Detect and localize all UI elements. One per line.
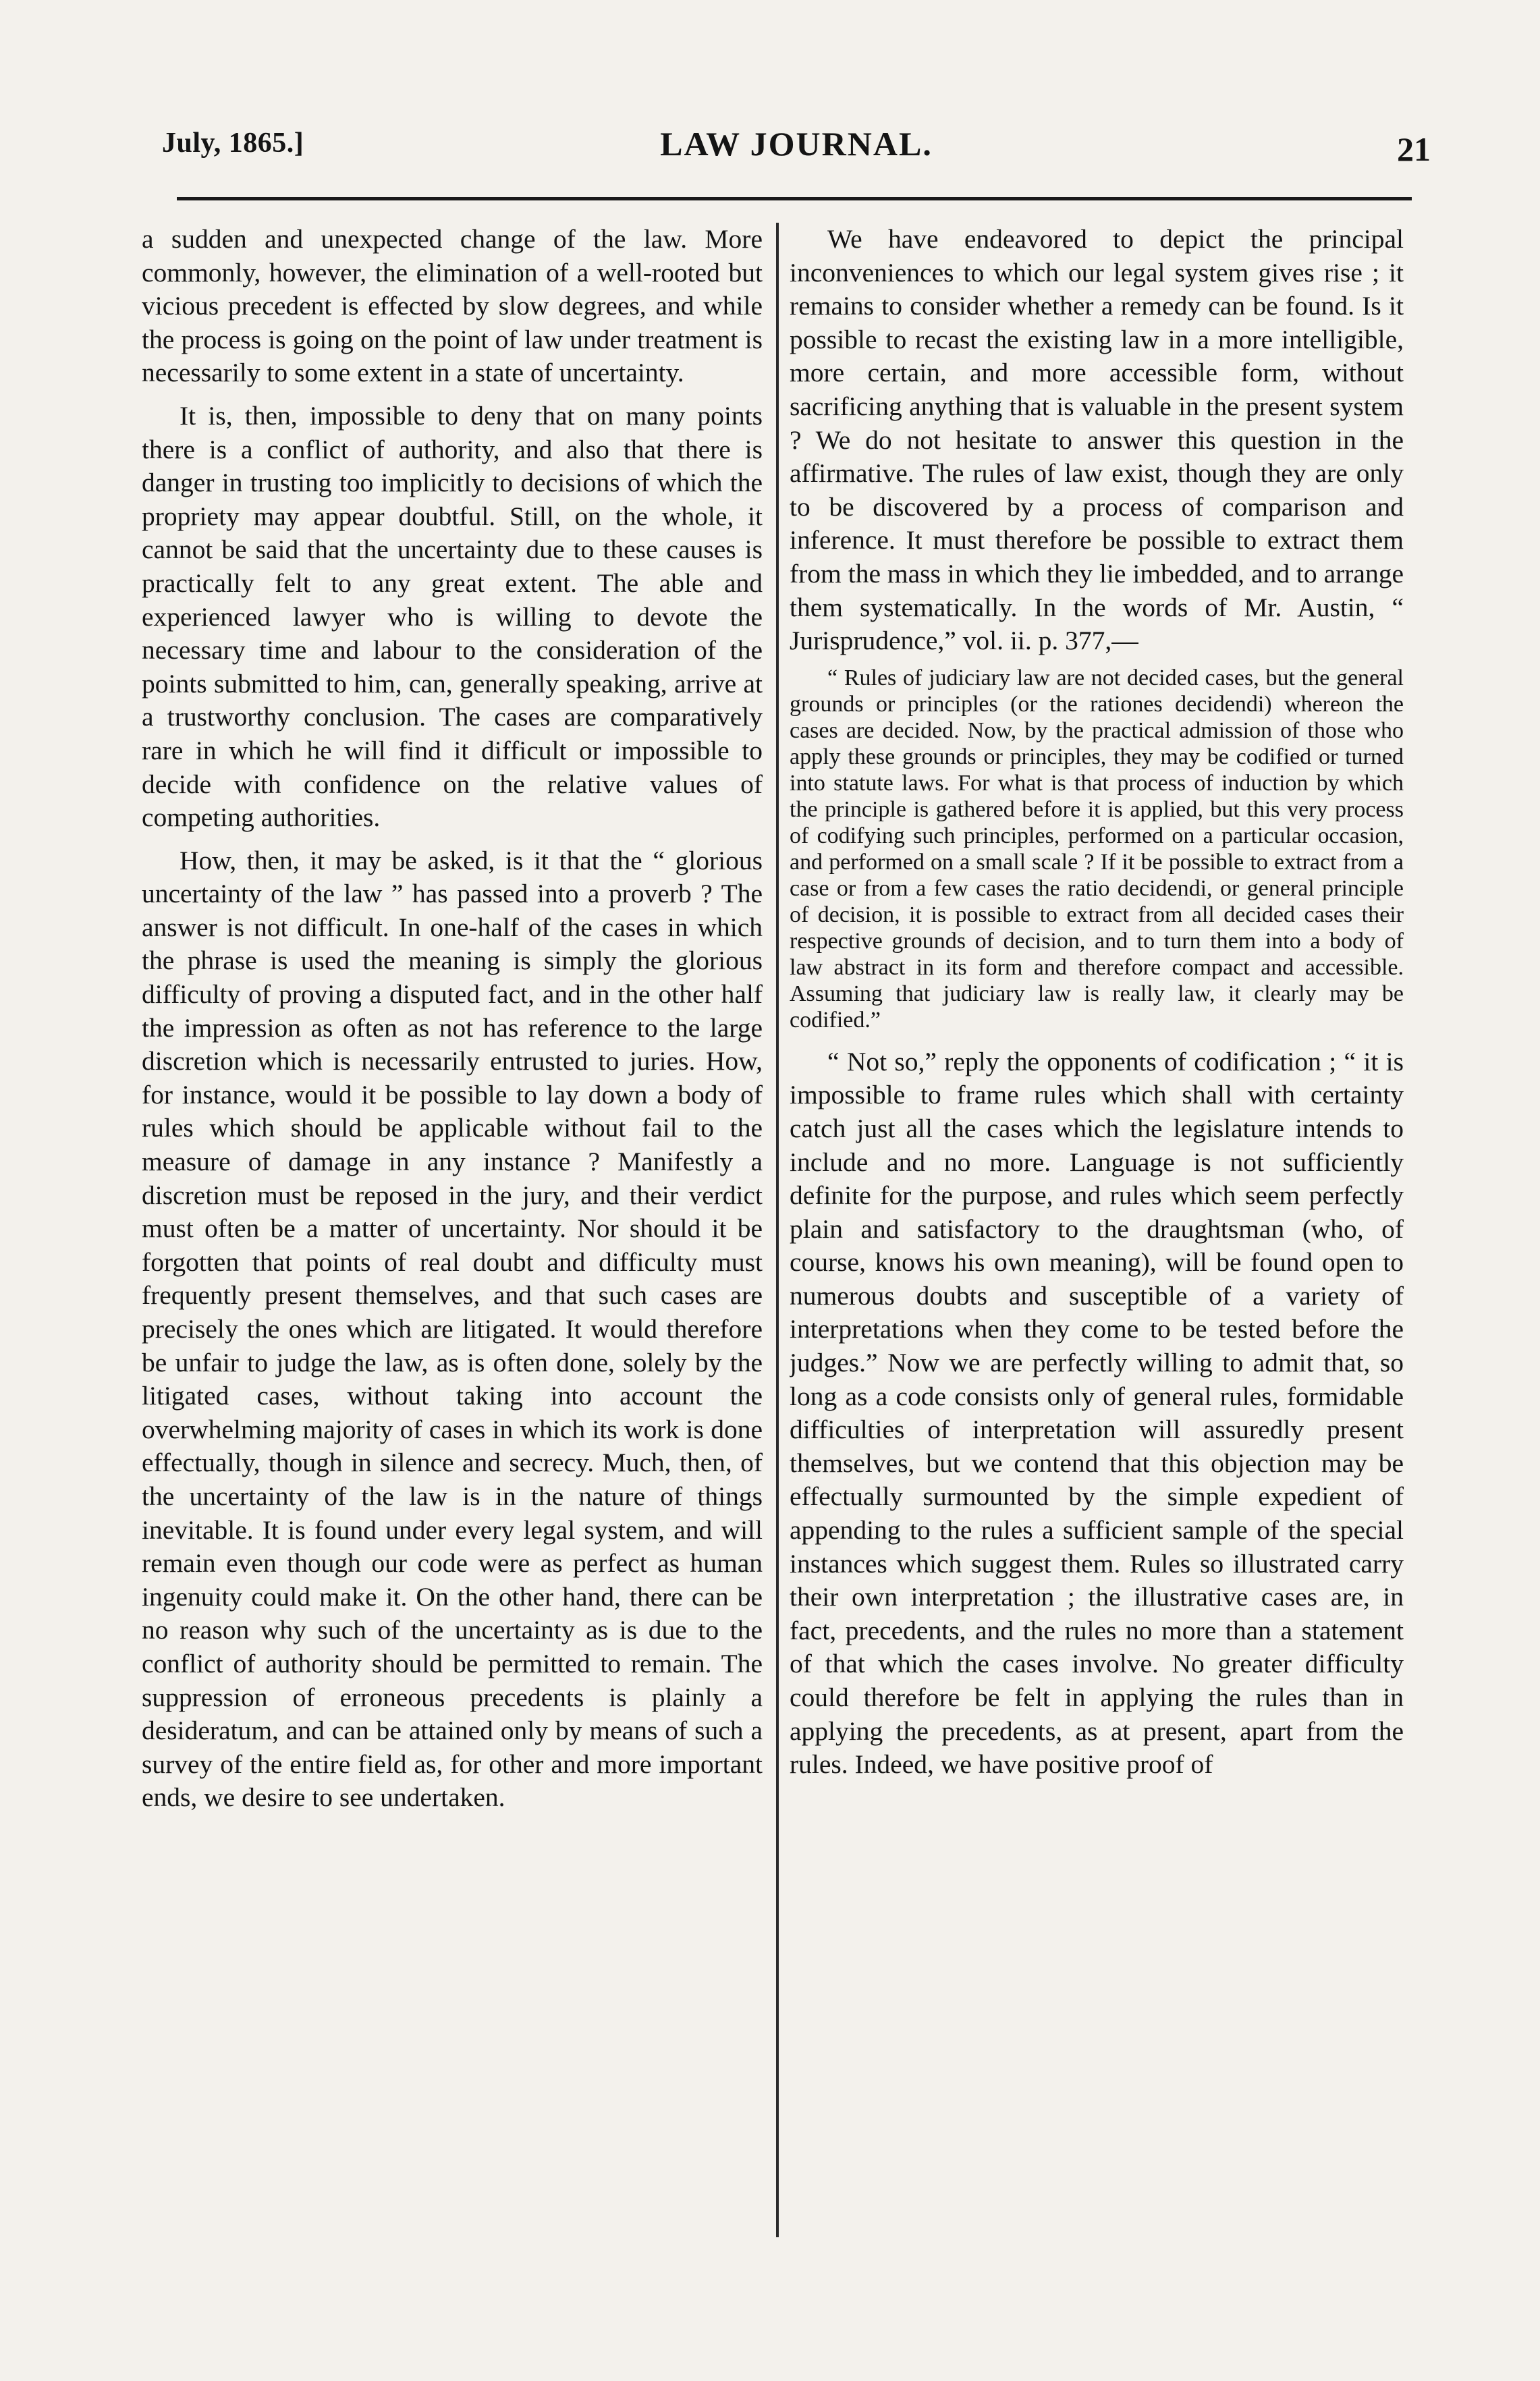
header-date: July, 1865.]	[162, 128, 304, 159]
page-number: 21	[1397, 130, 1431, 168]
right-paragraph-1: We have endeavored to depict the principal inconveniences to which our legal system gives rise ; it remains to consider whether a remedy can be found. Is it possible to recast the existing law in a more intelligible, more certain, and more accessible form, without sacrificing anything that is valuable in the present system ? We do not hesitate to answer this question in the affirmative. The rules of law exist, though they are only to be discovered by a process of comparison and inference. It must therefore be possible to extract them from the mass in which they lie imbedded, and to arrange them systematically. In the words of Mr. Austin, “ Jurisprudence,” vol. ii. p. 377,—	[790, 224, 1404, 656]
right-column	[790, 223, 1404, 2247]
left-column	[142, 223, 763, 2247]
austin-quotation: “ Rules of judiciary law are not decided cases, but the general grounds or principles (or the rationes decidendi) whereon the cases are decided. Now, by the practical admission of those who apply these grounds or principles, they may be codified or turned into statute laws. For what is that process of induction by which the principle is gathered before it is applied, but this very process of codifying such principles, performed on a particular occasion, and performed on a small scale ? If it be possible to extract from a case or from a few cases the ratio decidendi, or general principle of decision, it is possible to extract from all decided cases their respective grounds of decision, and to turn them into a body of law abstract in its form and therefore compact and accessible. Assuming that judiciary law is really law, it clearly may be codified.”	[790, 665, 1404, 1033]
left-paragraph-2: It is, then, impossible to deny that on many points there is a conflict of authority, and also that there is danger in trusting too implicitly to decisions of which the propriety may appear doubtful. Still, on the whole, it cannot be said that the uncertainty due to these causes is practically felt to any great extent. The able and experienced lawyer who is willing to devote the necessary time and labour to the consideration of the points submitted to him, can, generally speaking, arrive at a trustworthy conclusion. The cases are comparatively rare in which he will find it difficult or impossible to decide with confidence on the relative values of competing authorities.	[142, 400, 763, 833]
header-rule	[177, 197, 1412, 200]
column-divider	[776, 223, 779, 2237]
header-title: LAW JOURNAL.	[660, 125, 933, 163]
left-paragraph-1: a sudden and unexpected change of the law. More commonly, however, the elimination of a well-rooted but vicious precedent is effected by slow degrees, and while the process is going on the point of law under treatment is necessarily to some extent in a state of uncertainty.	[142, 224, 763, 388]
left-paragraph-3: How, then, it may be asked, is it that the “ glorious uncertainty of the law ” has passed into a proverb ? The answer is not difficult. In one-half of the cases in which the phrase is used the meaning is simply the glorious difficulty of proving a disputed fact, and in the other half the impression as often as not has reference to the large discretion which is necessarily entrusted to juries. How, for instance, would it be possible to lay down a body of rules which should be applicable without fail to the measure of damage in any instance ? Manifestly a discretion must be reposed in the jury, and their verdict must often be a matter of uncertainty. Nor should it be forgotten that points of real doubt and difficulty must frequently present themselves, and that such cases are precisely the ones which are litigated. It would therefore be unfair to judge the law, as is often done, solely by the litigated cases, without taking into account the overwhelming majority of cases in which its work is done effectually, though in silence and secrecy. Much, then, of the uncertainty of the law is in the nature of things inevitable. It is found under every legal system, and will remain even though our code were as perfect as human ingenuity could make it. On the other hand, there can be no reason why such of the uncertainty as is due to the conflict of authority should be permitted to remain. The suppression of erroneous precedents is plainly a desideratum, and can be attained only by means of such a survey of the entire field as, for other and more important ends, we desire to see undertaken.	[142, 845, 763, 1813]
right-paragraph-2: “ Not so,” reply the opponents of codification ; “ it is impossible to frame rules which shall with certainty catch just all the cases which the legislature intends to include and no more. Language is not sufficiently definite for the purpose, and rules which seem perfectly plain and satisfactory to the draughtsman (who, of course, knows his own meaning), will be found open to numerous doubts and susceptible of a variety of interpretations when they come to be tested before the judges.” Now we are perfectly willing to admit that, so long as a code consists only of general rules, formidable difficulties of interpretation will assuredly present themselves, but we contend that this objection may be effectually surmounted by the simple expedient of appending to the rules a sufficient sample of the special instances which suggest them. Rules so illustrated carry their own interpretation ; the illustrative cases are, in fact, precedents, and the rules no more than a statement of that which the cases involve. No greater difficulty could therefore be felt in applying the rules than in applying the precedents, as at present, apart from the rules. Indeed, we have positive proof of	[790, 1046, 1404, 1780]
running-header	[162, 120, 1431, 174]
